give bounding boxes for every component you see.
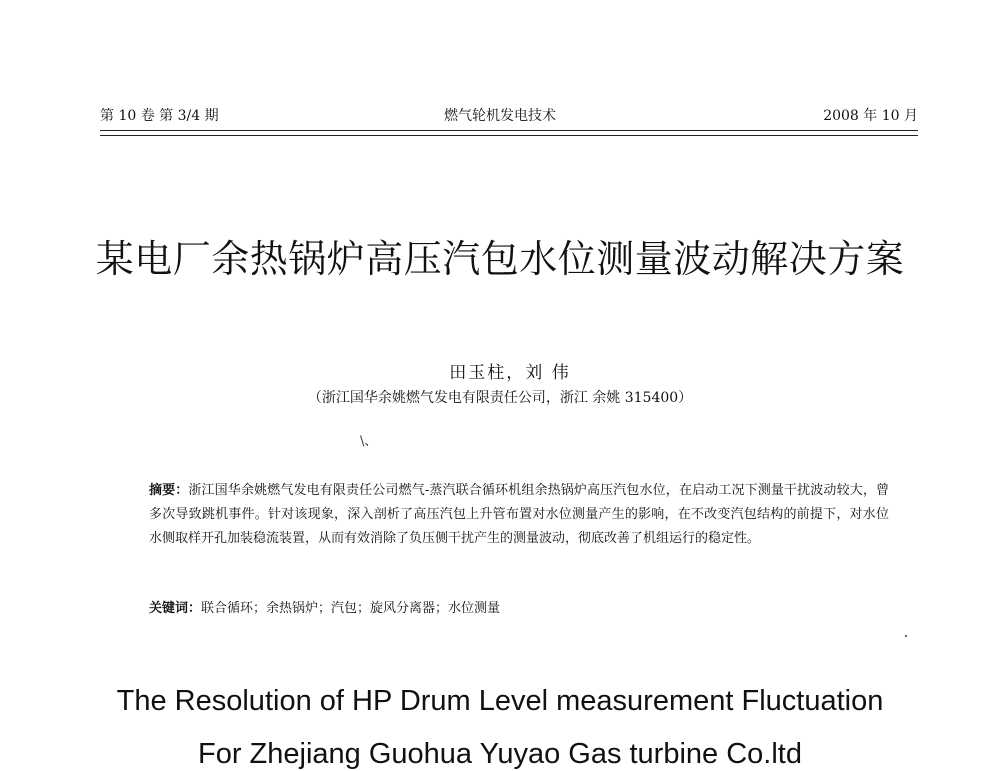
- keywords-label: 关键词：: [149, 601, 202, 616]
- header-rule-top: [100, 130, 918, 131]
- english-title-line-1: The Resolution of HP Drum Level measurement Fluctuation: [116, 685, 884, 717]
- scan-speck: [905, 635, 907, 637]
- authors: 田玉柱，刘 伟: [449, 363, 571, 383]
- keywords-text: 联合循环；余热锅炉；汽包；旋风分离器；水位测量: [201, 601, 501, 616]
- publication-date: 2008 年 10 月: [823, 108, 918, 124]
- affiliation: （浙江国华余姚燃气发电有限责任公司，浙江 余姚 315400）: [307, 390, 693, 406]
- english-title-line-2: For Zhejiang Guohua Yuyao Gas turbine Co.ltd: [197, 738, 802, 770]
- header-rule-bottom: [100, 135, 918, 136]
- abstract-text: 浙江国华余姚燃气发电有限责任公司燃气-蒸汽联合循环机组余热锅炉高压汽包水位，在启动工况下测量干扰波动较大，曾多次导致跳机事件。针对该现象，深入剖析了高压汽包上升管布置对水位测量产生的影响，在不改变汽包结构的前提下，对水位水侧取样开孔加装稳流装置，从而有效消除了负压侧干扰产生的测量波动，彻底改善了机组运行的稳定性。: [149, 483, 889, 546]
- stray-mark: \、: [360, 434, 378, 449]
- keywords: [149, 597, 889, 616]
- journal-volume-issue: 第 10 卷 第 3/4 期: [100, 108, 219, 124]
- abstract-label: 摘要：: [149, 483, 189, 498]
- journal-name: 燃气轮机发电技术: [444, 108, 556, 124]
- abstract: [149, 479, 889, 551]
- paper-title: 某电厂余热锅炉高压汽包水位测量波动解决方案: [95, 237, 905, 281]
